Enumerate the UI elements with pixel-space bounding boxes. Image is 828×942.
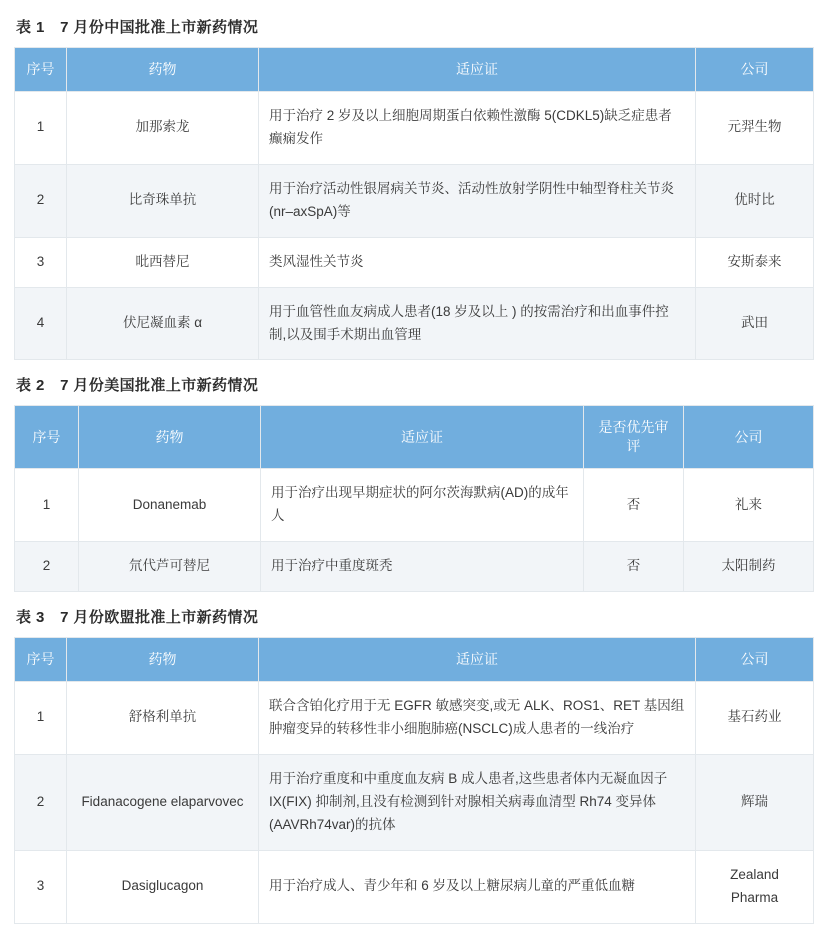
table-3-head xyxy=(15,638,814,682)
cell-priority-review: 否 xyxy=(584,542,684,592)
cell-company: 太阳制药 xyxy=(684,542,814,592)
cell-index: 2 xyxy=(15,754,67,850)
table-row xyxy=(15,164,814,237)
table-usa-approvals xyxy=(14,405,814,592)
cell-company: 基石药业 xyxy=(696,681,814,754)
cell-indication: 用于治疗 2 岁及以上细胞周期蛋白依赖性激酶 5(CDKL5)缺乏症患者癫痫发作 xyxy=(259,91,696,164)
cell-indication: 用于治疗活动性银屑病关节炎、活动性放射学阴性中轴型脊柱关节炎(nr–axSpA)等 xyxy=(259,164,696,237)
cell-drug: 舒格利单抗 xyxy=(67,681,259,754)
table-row xyxy=(15,237,814,287)
cell-company: 优时比 xyxy=(696,164,814,237)
cell-indication: 用于治疗成人、青少年和 6 岁及以上糖尿病儿童的严重低血糖 xyxy=(259,850,696,923)
table-2-body xyxy=(15,469,814,592)
cell-indication: 用于治疗重度和中重度血友病 B 成人患者,这些患者体内无凝血因子 IX(FIX) 抑制剂,且没有检测到针对腺相关病毒血清型 Rh74 变异体(AAVRh74var)的抗体 xyxy=(259,754,696,850)
col-header-indication: 适应证 xyxy=(259,638,696,682)
col-header-company: 公司 xyxy=(684,406,814,469)
cell-index: 3 xyxy=(15,850,67,923)
col-header-drug: 药物 xyxy=(67,48,259,92)
table-1-body xyxy=(15,91,814,360)
table-1-title: 表 1 7 月份中国批准上市新药情况 xyxy=(16,19,259,36)
cell-company: 礼来 xyxy=(684,469,814,542)
cell-company: 辉瑞 xyxy=(696,754,814,850)
cell-indication: 用于治疗中重度斑秃 xyxy=(261,542,584,592)
table-3-body xyxy=(15,681,814,923)
col-header-index: 序号 xyxy=(15,638,67,682)
col-header-drug: 药物 xyxy=(79,406,261,469)
cell-priority-review: 否 xyxy=(584,469,684,542)
table-row xyxy=(15,469,814,542)
table-row xyxy=(15,287,814,360)
cell-company: 元羿生物 xyxy=(696,91,814,164)
table-row xyxy=(15,754,814,850)
table-row xyxy=(15,91,814,164)
table-row xyxy=(15,681,814,754)
cell-indication: 类风湿性关节炎 xyxy=(259,237,696,287)
cell-drug: Fidanacogene elaparvovec xyxy=(67,754,259,850)
table-3-title: 表 3 7 月份欧盟批准上市新药情况 xyxy=(16,609,259,627)
col-header-index: 序号 xyxy=(15,406,79,469)
col-header-index: 序号 xyxy=(15,48,67,92)
col-header-company: 公司 xyxy=(696,48,814,92)
cell-index: 3 xyxy=(15,237,67,287)
col-header-company: 公司 xyxy=(696,638,814,682)
cell-drug: Donanemab xyxy=(79,469,261,542)
col-header-priority-review: 是否优先审评 xyxy=(584,406,684,469)
cell-drug: 吡西替尼 xyxy=(67,237,259,287)
table-2-head xyxy=(15,406,814,469)
cell-index: 2 xyxy=(15,542,79,592)
table-row xyxy=(15,850,814,923)
table-china-approvals xyxy=(14,47,814,360)
cell-company: Zealand Pharma xyxy=(696,850,814,923)
cell-drug: 氘代芦可替尼 xyxy=(79,542,261,592)
table-1-head xyxy=(15,48,814,92)
col-header-drug: 药物 xyxy=(67,638,259,682)
cell-drug: 加那索龙 xyxy=(67,91,259,164)
table-header-row xyxy=(15,48,814,92)
col-header-indication: 适应证 xyxy=(261,406,584,469)
cell-index: 1 xyxy=(15,681,67,754)
cell-company: 武田 xyxy=(696,287,814,360)
cell-indication: 用于治疗出现早期症状的阿尔茨海默病(AD)的成年人 xyxy=(261,469,584,542)
cell-indication: 用于血管性血友病成人患者(18 岁及以上 ) 的按需治疗和出血事件控制,以及围手术期出血管理 xyxy=(259,287,696,360)
table-eu-approvals xyxy=(14,637,814,923)
cell-company: 安斯泰来 xyxy=(696,237,814,287)
table-row xyxy=(15,542,814,592)
table-header-row xyxy=(15,638,814,682)
cell-index: 2 xyxy=(15,164,67,237)
cell-index: 1 xyxy=(15,91,67,164)
cell-drug: Dasiglucagon xyxy=(67,850,259,923)
cell-drug: 比奇珠单抗 xyxy=(67,164,259,237)
cell-index: 4 xyxy=(15,287,67,360)
cell-index: 1 xyxy=(15,469,79,542)
col-header-indication: 适应证 xyxy=(259,48,696,92)
table-2-title: 表 2 7 月份美国批准上市新药情况 xyxy=(16,377,259,395)
cell-drug: 伏尼凝血素 α xyxy=(67,287,259,360)
cell-indication: 联合含铂化疗用于无 EGFR 敏感突变,或无 ALK、ROS1、RET 基因组肿瘤变异的转移性非小细胞肺癌(NSCLC)成人患者的一线治疗 xyxy=(259,681,696,754)
table-header-row xyxy=(15,406,814,469)
